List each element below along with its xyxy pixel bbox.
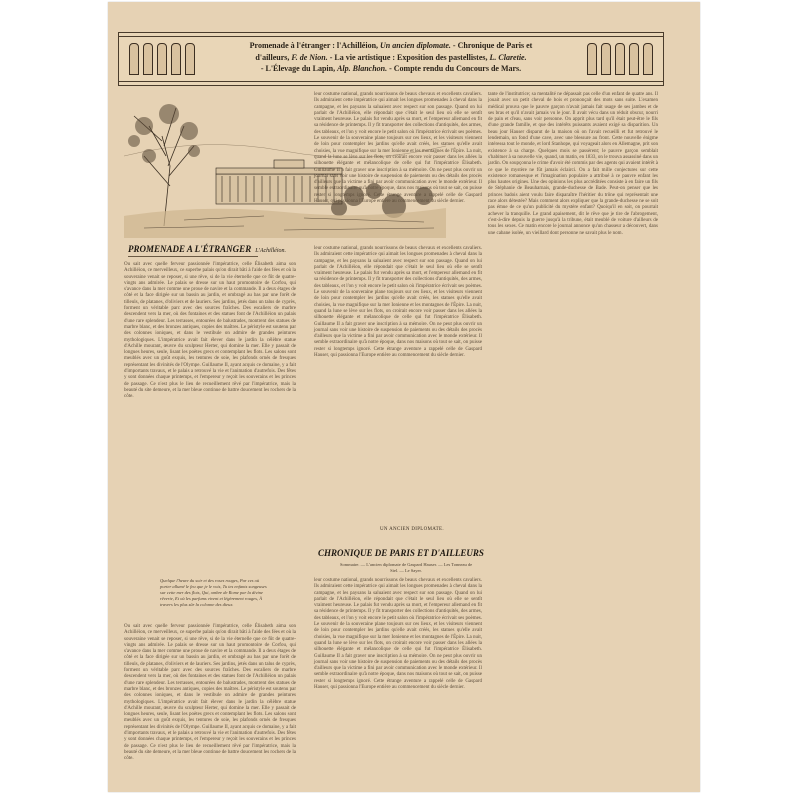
article-column-1-continued: Ou sait avec quelle ferveur passionnée l'impératrice, celle Élisabeth aima son Achilléion, ce merveilleux, ce superbe palais qu'on dirait bâti à l'aide des fées et où la souveraine venait se reposer, si une rêve, si de la vie éternelle que ce fût de quatre-vingts ans admirée. Le palais se dresse sur un haut promontoire de Corfou, qui s'avance dans la mer comme une proue de navire et la commande. Il a deux étages de côté et la face dirigée sur un bassin au jardin, et ombragé au bas par une forêt de tilleuls, de platanes, d'oliviers et de lauriers. Ses jardins, jetés dans un talus de cyprès, forment un véritable parc avec des sources fraîches. Des escaliers de marbre descendent vers la mer, où des fontaines et des statues font de l'Achilléion un palais d'une rare splendeur. Les terrasses, entourées de balustrades, montrent des statues de marbre blanc, et des bronzes antiques, copies des maîtres. Le péristyle est soutenu par des colonnes ioniques, et dans le vestibule on admire de grandes peintures mythologiques. L'impératrice avait fait élever dans le jardin la célèbre statue d'Achille mourant, œuvre du sculpteur Herter, qui domine la mer. Elle y passait de longues heures, seule, lisant les poètes grecs et contemplant les flots. Les salons sont meublés avec un goût exquis, les tentures de soie, les plafonds ornés de fresques représentant les divinités de l'Olympe. Guillaume II, ayant acquis ce domaine, y a fait d'importants travaux, et le palais a retrouvé la vie et l'animation d'autrefois. Des fêtes y sont données chaque printemps, et l'empereur y reçoit les souverains et les princes de passage. Ce n'est plus le lieu de recueillement rêvé par l'impératrice, mais la beauté du site demeure, et la mer bleue continue de battre doucement les rochers de la côte. [124, 624, 296, 762]
header-banner [118, 32, 664, 86]
pillar-ornament-right [581, 43, 659, 77]
promenade-section-title: PROMENADE A L'ÉTRANGER L'Achilléion. [128, 244, 286, 254]
poem-excerpt: Quelque l'heure du soir et des roses rouges, Par ces où porter allumé le feu que je le vois, Tu tes enfants songeuses sur cette mer des flots, Qui, ombre de Rome par la divine rêverie, Et où les parfums vivent et légèrement rouges, À travers les plus sûr la colonne des dieux. [160, 578, 267, 607]
pillar-ornament-left [123, 43, 201, 77]
title-underline [128, 256, 258, 257]
chronique-summary: Sommaire. — L'ancien diplomate de Gaspard Hauser. — Les Tonneau de Siel. — Le Sayer. [339, 562, 473, 573]
chronique-section-title: CHRONIQUE DE PARIS ET D'AILLEURS [318, 548, 484, 558]
article-signature: UN ANCIEN DIPLOMATE. [380, 527, 444, 532]
article-column-3: tante de l'institutrice; sa mentalité ne dépassait pas celle d'un enfant de quatre ans. Il jouait avec un petit cheval de bois et prononçait des mots sans suite. L'examen médical prouva que le pauvre garçon n'avait jamais fait usage de ses jambes et de ses bras et qu'il n'avait jamais vu le jour. Il avait vécu dans un réduit obscur, nourri de pain et d'eau, sans voir personne. On apprit plus tard qu'il était peut-être le fils d'une grande famille, et que des intérêts puissants avaient exigé sa disparition. Un beau jour Hauser disparut de la maison où on l'avait recueilli et fut retrouvé le lendemain, un fond d'une cave, avec une blessure au front. Cette nouvelle énigme intéressa tout le monde, et lord Stanhope, qui voyageait alors en Allemagne, prit son existence à sa charge. Quelques mois se passèrent; le pauvre garçon semblait s'habituer à sa nouvelle vie, quand, un matin, en 1833, on le trouva assassiné dans un jardin. On soupçonna le crime d'avoir été commis par des agents qui avaient intérêt à ce que le mystère ne fût jamais éclairci. On a fait mille conjectures sur cette existence romanesque et l'imagination populaire a attribué à ce pauvre enfant les plus hautes origines. Une des opinions les plus accréditées consiste à en faire un fils de Stéphanie de Beauharnais, grande-duchesse de Bade. Peut-on penser que les princes badois aient voulu faire disparaître l'héritier du trône qui représentait une race alors détestée? Mais comment alors expliquer que la grande-duchesse ne se soit pas émue de ce qu'un publicité du mystère enfant? Quoiqu'il en soit, on pourrait achever la tranquille. Le grand apaisement, dit le rêve que je tire de l'abrogement, c'est-à-dire depuis la guerre jusqu'à la tribune, était meublé de voiture d'ailleurs de tous les sexes. Ce matin encore le journal annonce qu'un chasseur a découvert, dans une cabane isolée, un vieillard dont personne ne savait plus le nom. [488, 92, 658, 236]
article-column-1: Ou sait avec quelle ferveur passionnée l'impératrice, celle Élisabeth aima son Achilléion, ce merveilleux, ce superbe palais qu'on dirait bâti à l'aide des fées et où la souveraine venait se reposer, si une rêve, si de la vie éternelle que ce fût de quatre-vingts ans admirée. Le palais se dresse sur un haut promontoire de Corfou, qui s'avance dans la mer comme une proue de navire et la commande. Il a deux étages de côté et la face dirigée sur un bassin au jardin, et ombragé au bas par une forêt de tilleuls, de platanes, d'oliviers et de lauriers. Ses jardins, jetés dans un talus de cyprès, forment un véritable parc avec des sources fraîches. Des escaliers de marbre descendent vers la mer, où des fontaines et des statues font de l'Achilléion un palais d'une rare splendeur. Les terrasses, entourées de balustrades, montrent des statues de marbre blanc, et des bronzes antiques, copies des maîtres. Le péristyle est soutenu par des colonnes ioniques, et dans le vestibule on admire de grandes peintures mythologiques. L'impératrice avait fait élever dans le jardin la célèbre statue d'Achille mourant, œuvre du sculpteur Herter, qui domine la mer. Elle y passait de longues heures, seule, lisant les poètes grecs et contemplant les flots. Les salons sont meublés avec un goût exquis, les tentures de soie, les plafonds ornés de fresques représentant les divinités de l'Olympe. Guillaume II, ayant acquis ce domaine, y a fait d'importants travaux, et le palais a retrouvé la vie et l'animation d'autrefois. Des fêtes y sont données chaque printemps, et l'empereur y reçoit les souverains et les princes de passage. Ce n'est plus le lieu de recueillement rêvé par l'impératrice, mais la beauté du site demeure, et la mer bleue continue de battre doucement les rochers de la côte. [124, 262, 296, 400]
chronique-column: leur costume national, grands nourrissons de beaux chevaux et excellents cavaliers. Ils admiraient cette impératrice qui aimait les longues promenades à cheval dans la campagne, et les paysans la saluaient avec respect sur son passage. Quand on lui parlait de l'Achilléion, elle répondait que c'était le seul lieu où elle se sentît vraiment heureuse. Le palais fut vendu après sa mort, et l'empereur allemand en fit sa résidence de printemps. Il y fit transporter des collections d'antiquités, des armes, des tableaux, et l'on y voit encore le petit salon où l'impératrice écrivait ses poèmes. Le souvenir de la souveraine plane toujours sur ces lieux, et les visiteurs viennent de loin pour contempler les jardins qu'elle avait créés, les statues qu'elle avait choisies, la vue magnifique sur la mer Ionienne et les montagnes de l'Épire. La nuit, quand la lune se lève sur les flots, on croirait encore voir passer dans les allées la silhouette élégante et mélancolique de celle qui fut l'impératrice Élisabeth. Guillaume II a fait graver une inscription à sa mémoire. On ne peut plus ouvrir un journal sans voir une histoire de suspension de paiements ou des détails des procès d'ailleurs que la victime a fini par avoir communication avec le monde extérieur. Il semble extraordinaire qu'à notre époque, dans nos maisons où tout se sait, on puisse rester si longtemps ignoré. Cette étrange aventure a rappelé celle de Gaspard Hauser, qui passionna l'Europe entière au commencement du siècle dernier. [314, 578, 482, 691]
article-column-2-top: leur costume national, grands nourrissons de beaux chevaux et excellents cavaliers. Ils admiraient cette impératrice qui aimait les longues promenades à cheval dans la campagne, et les paysans la saluaient avec respect sur son passage. Quand on lui parlait de l'Achilléion, elle répondait que c'était le seul lieu où elle se sentît vraiment heureuse. Le palais fut vendu après sa mort, et l'empereur allemand en fit sa résidence de printemps. Il y fit transporter des collections d'antiquités, des armes, des tableaux, et l'on y voit encore le petit salon où l'impératrice écrivait ses poèmes. Le souvenir de la souveraine plane toujours sur ces lieux, et les visiteurs viennent de loin pour contempler les jardins qu'elle avait créés, les statues qu'elle avait choisies, la vue magnifique sur la mer Ionienne et les montagnes de l'Épire. La nuit, quand la lune se lève sur les flots, on croirait encore voir passer dans les allées la silhouette élégante et mélancolique de celle qui fut l'impératrice Élisabeth. Guillaume II a fait graver une inscription à sa mémoire. On ne peut plus ouvrir un journal sans voir une histoire de suspension de paiements ou des détails des procès d'ailleurs que la victime a fini par avoir communication avec le monde extérieur. Il semble extraordinaire qu'à notre époque, dans nos maisons où tout se sait, on puisse rester si longtemps ignoré. Cette étrange aventure a rappelé celle de Gaspard Hauser, qui passionna l'Europe entière au commencement du siècle dernier. [314, 92, 482, 205]
article-column-2: leur costume national, grands nourrissons de beaux chevaux et excellents cavaliers. Ils admiraient cette impératrice qui aimait les longues promenades à cheval dans la campagne, et les paysans la saluaient avec respect sur son passage. Quand on lui parlait de l'Achilléion, elle répondait que c'était le seul lieu où elle se sentît vraiment heureuse. Le palais fut vendu après sa mort, et l'empereur allemand en fit sa résidence de printemps. Il y fit transporter des collections d'antiquités, des armes, des tableaux, et l'on y voit encore le petit salon où l'impératrice écrivait ses poèmes. Le souvenir de la souveraine plane toujours sur ces lieux, et les visiteurs viennent de loin pour contempler les jardins qu'elle avait créés, les statues qu'elle avait choisies, la vue magnifique sur la mer Ionienne et les montagnes de l'Épire. La nuit, quand la lune se lève sur les flots, on croirait encore voir passer dans les allées la silhouette élégante et mélancolique de celle qui fut l'impératrice Élisabeth. Guillaume II a fait graver une inscription à sa mémoire. On ne peut plus ouvrir un journal sans voir une histoire de suspension de paiements ou des détails des procès d'ailleurs que la victime a fini par avoir communication avec le monde extérieur. Il semble extraordinaire qu'à notre époque, dans nos maisons où tout se sait, on puisse rester si longtemps ignoré. Cette étrange aventure a rappelé celle de Gaspard Hauser, qui passionna l'Europe entière au commencement du siècle dernier. [314, 246, 482, 359]
table-of-contents: Promenade à l'étranger : l'Achilléion, Un ancien diplomate. - Chronique de Paris et d'ailleurs, F. de Nion. - La vie artistique : Exposition des pastellistes, L. Claretie. - L'Élevage du Lapin, Alp. Blanchon. - Compte rendu du Concours de Mars. [249, 41, 533, 73]
